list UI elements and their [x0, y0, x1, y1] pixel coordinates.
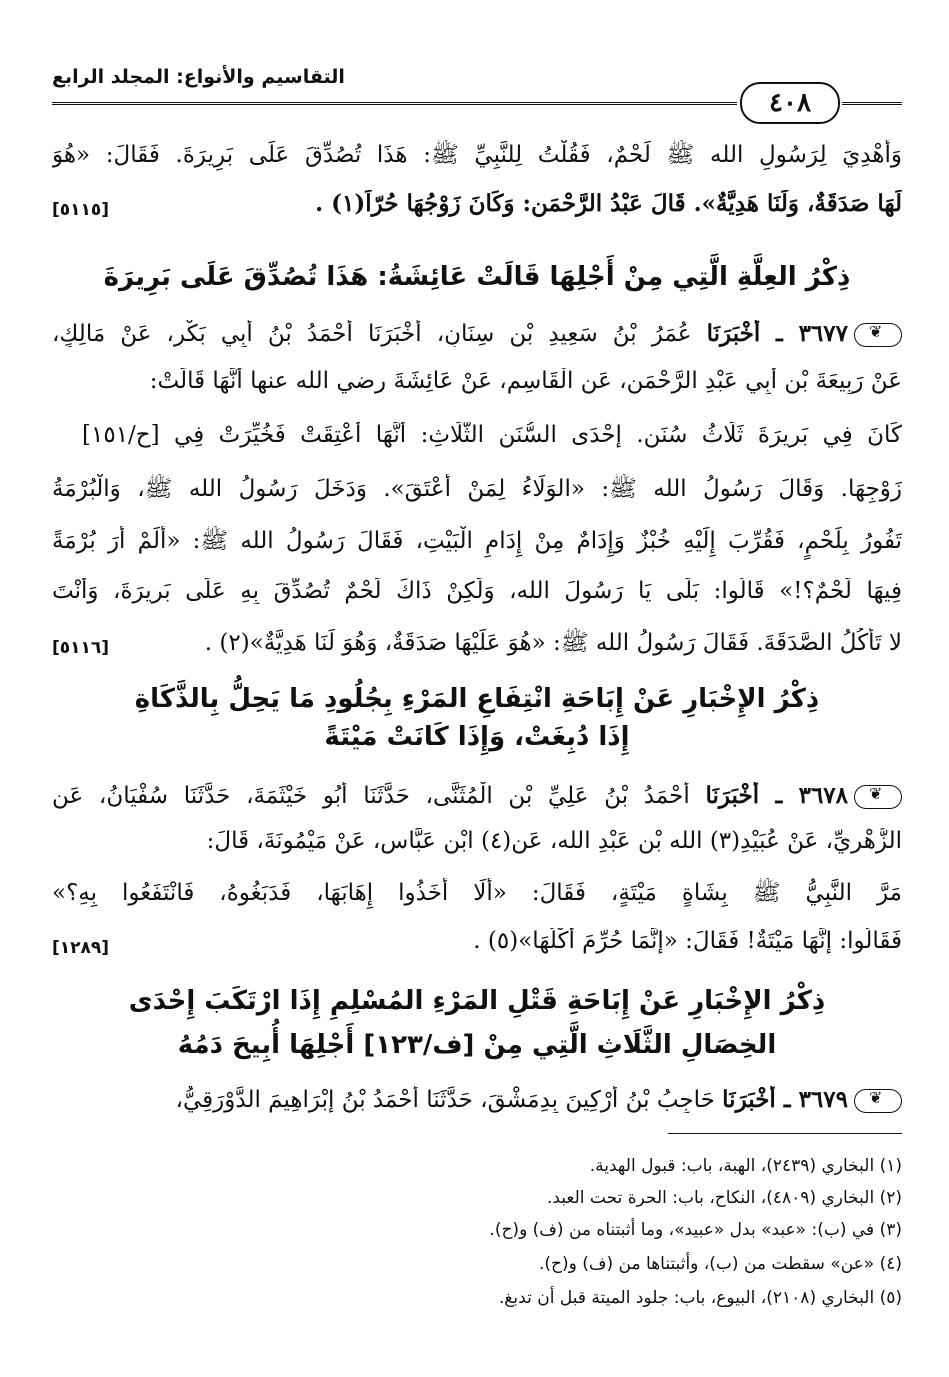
hadith-marker-icon	[854, 785, 902, 809]
hadith-line	[52, 320, 902, 347]
text-line: لَهَا صَدَقَةٌ، وَلَنَا هَدِيَّةٌ». قَالَ عَبْدُ الرَّحْمَنِ: وَكَانَ زَوْجُهَا حُرّاً(١) .	[315, 190, 902, 217]
footnote: (٥) البخاري (٢١٠٨)، البيوع، باب: جلود الميتة قبل أن تدبغ.	[498, 1288, 902, 1308]
hadith-marker-icon	[854, 323, 902, 347]
text-line: وَأُهْدِيَ لِرَسُولِ الله ﷺ لَحْمٌ، فَقُلْتُ لِلنَّبِيِّ ﷺ: هَذَا تُصُدِّقَ عَلَى بَرِيرَةَ. فَقَالَ: «هُوَ	[52, 142, 902, 168]
hadith-line: فِيهَا لَحْمٌ؟!» قَالُوا: بَلَى يَا رَسُولَ الله، وَلَكِنْ ذَاكَ لَحْمٌ تُصُدِّقَ بِهِ عَلَى بَرِيرَةَ، وَأَنْتَ	[52, 578, 902, 604]
footnote: (٣) في (ب): «عبد» بدل «عبيد»، وما أثبتناه من (ف) و(ح).	[489, 1220, 902, 1240]
section-heading: ذِكْرُ الإِخْبَارِ عَنْ إِبَاحَةِ قَتْلِ المَرْءِ المُسْلِمِ إِذَا ارْتَكَبَ إِحْدَى	[128, 986, 826, 1016]
hadith-number: ٣٦٧٨ ـ أَخْبَرَنَا	[705, 782, 849, 809]
hadith-line: كَانَ فِي بَرِيرَةَ ثَلَاثُ سُنَنٍ. إِحْدَى السُّنَنِ الثَّلَاثِ: أَنَّهَا أُعْتِقَتْ فَخُيِّرَتْ فِي [ح/١٥١]	[82, 422, 902, 448]
hadith-line: زَوْجِهَا. وَقَالَ رَسُولُ الله ﷺ: «الوَلَاءُ لِمَنْ أَعْتَقَ». وَدَخَلَ رَسُولُ الله ﷺ، وَالْبُرْمَةُ	[52, 476, 902, 502]
hadith-text: حَاجِبُ بْنُ أَرْكِينَ بِدِمَشْقَ، حَدَّثَنَا أَحْمَدُ بْنُ إِبْرَاهِيمَ الدَّوْرَقِيُّ،	[175, 1087, 715, 1113]
section-heading: إِذَا دُبِغَتْ، وَإِذَا كَانَتْ مَيْتَةً	[324, 722, 630, 752]
hadith-marker-icon	[854, 1089, 902, 1113]
hadith-text: عُمَرُ بْنُ سَعِيدِ بْنِ سِنَانٍ، أَخْبَرَنَا أَحْمَدُ بْنُ أَبِي بَكْرٍ، عَنْ مَالِكٍ،	[52, 321, 692, 347]
footnote: (٢) البخاري (٤٨٠٩)، النكاح، باب: الحرة تحت العبد.	[546, 1188, 902, 1208]
hadith-number: ٣٦٧٩ ـ أَخْبَرَنَا	[722, 1086, 848, 1113]
reference-number: [٥١١٥]	[52, 200, 110, 220]
reference-number: [١٢٨٩]	[52, 938, 110, 958]
hadith-line: لا تَأْكُلُ الصَّدَقَةَ. فَقَالَ رَسُولُ الله ﷺ: «هُوَ عَلَيْهَا صَدَقَةٌ، وَهُوَ لَنَا هَدِيَّةٌ»(٢) .	[204, 630, 902, 656]
hadith-line: عَنْ رَبِيعَةَ بْنِ أَبِي عَبْدِ الرَّحْمَنِ، عَنِ الْقَاسِمِ، عَنْ عَائِشَةَ رضي الله عنها أَنَّهَا قَالَتْ:	[149, 368, 902, 394]
running-title: التقاسيم والأنواع: المجلد الرابع	[52, 66, 345, 88]
footnote: (١) البخاري (٢٤٣٩)، الهبة، باب: قبول الهدية.	[589, 1156, 902, 1176]
page-number: ٤٠٨	[740, 82, 840, 124]
hadith-line	[52, 1086, 902, 1113]
header-rule-left	[52, 102, 737, 105]
section-heading: ذِكْرُ العِلَّةِ الَّتِي مِنْ أَجْلِهَا قَالَتْ عَائِشَةُ: هَذَا تُصُدِّقَ عَلَى بَرِيرَةَ	[103, 262, 851, 292]
section-heading: ذِكْرُ الإِخْبَارِ عَنْ إِبَاحَةِ انْتِفَاعِ المَرْءِ بِجُلُودِ مَا يَحِلُّ بِالذَّكَاةِ	[134, 684, 820, 714]
footnote-rule	[668, 1133, 902, 1134]
hadith-number: ٣٦٧٧ ـ أَخْبَرَنَا	[706, 320, 848, 347]
hadith-line: مَرَّ النَّبِيُّ ﷺ بِشَاةٍ مَيْتَةٍ، فَقَالَ: «أَلَا أَخَذُوا إِهَابَهَا، فَدَبَغُوهُ، فَانْتَفَعُوا بِهِ؟»	[52, 880, 902, 906]
header-rule-right	[842, 102, 902, 105]
footnote: (٤) «عن» سقطت من (ب)، وأثبتناها من (ف) و(ح).	[539, 1254, 902, 1274]
reference-number: [٥١١٦]	[52, 638, 110, 658]
hadith-line: تَفُورُ بِلَحْمٍ، فَقُرِّبَ إِلَيْهِ خُبْزٌ وَإِدَامٌ مِنْ إِدَامِ الْبَيْتِ، فَقَالَ رَسُولُ الله ﷺ: «أَلَمْ أَرَ بُرْمَةً	[52, 528, 902, 554]
page-header	[52, 66, 902, 128]
hadith-text: أَحْمَدُ بْنُ عَلِيِّ بْنِ الْمُثَنَّى، حَدَّثَنَا أَبُو خَيْثَمَةَ، حَدَّثَنَا سُفْيَانُ، عَنِ	[52, 783, 690, 809]
hadith-line	[52, 782, 902, 809]
hadith-line: الزُّهْرِيِّ، عَنْ عُبَيْدِ(٣) الله بْنِ عَبْدِ الله، عَنِ(٤) ابْنِ عَبَّاسٍ، عَنْ مَيْمُونَةَ، قَالَ:	[206, 828, 902, 854]
section-heading: الخِصَالِ الثَّلَاثِ الَّتِي مِنْ [ف/١٢٣] أَجْلِهَا أُبِيحَ دَمُهُ	[177, 1030, 777, 1060]
hadith-line: فَقَالُوا: إِنَّهَا مَيْتَةٌ! فَقَالَ: «إِنَّمَا حُرِّمَ أَكْلُهَا»(٥) .	[473, 928, 902, 954]
